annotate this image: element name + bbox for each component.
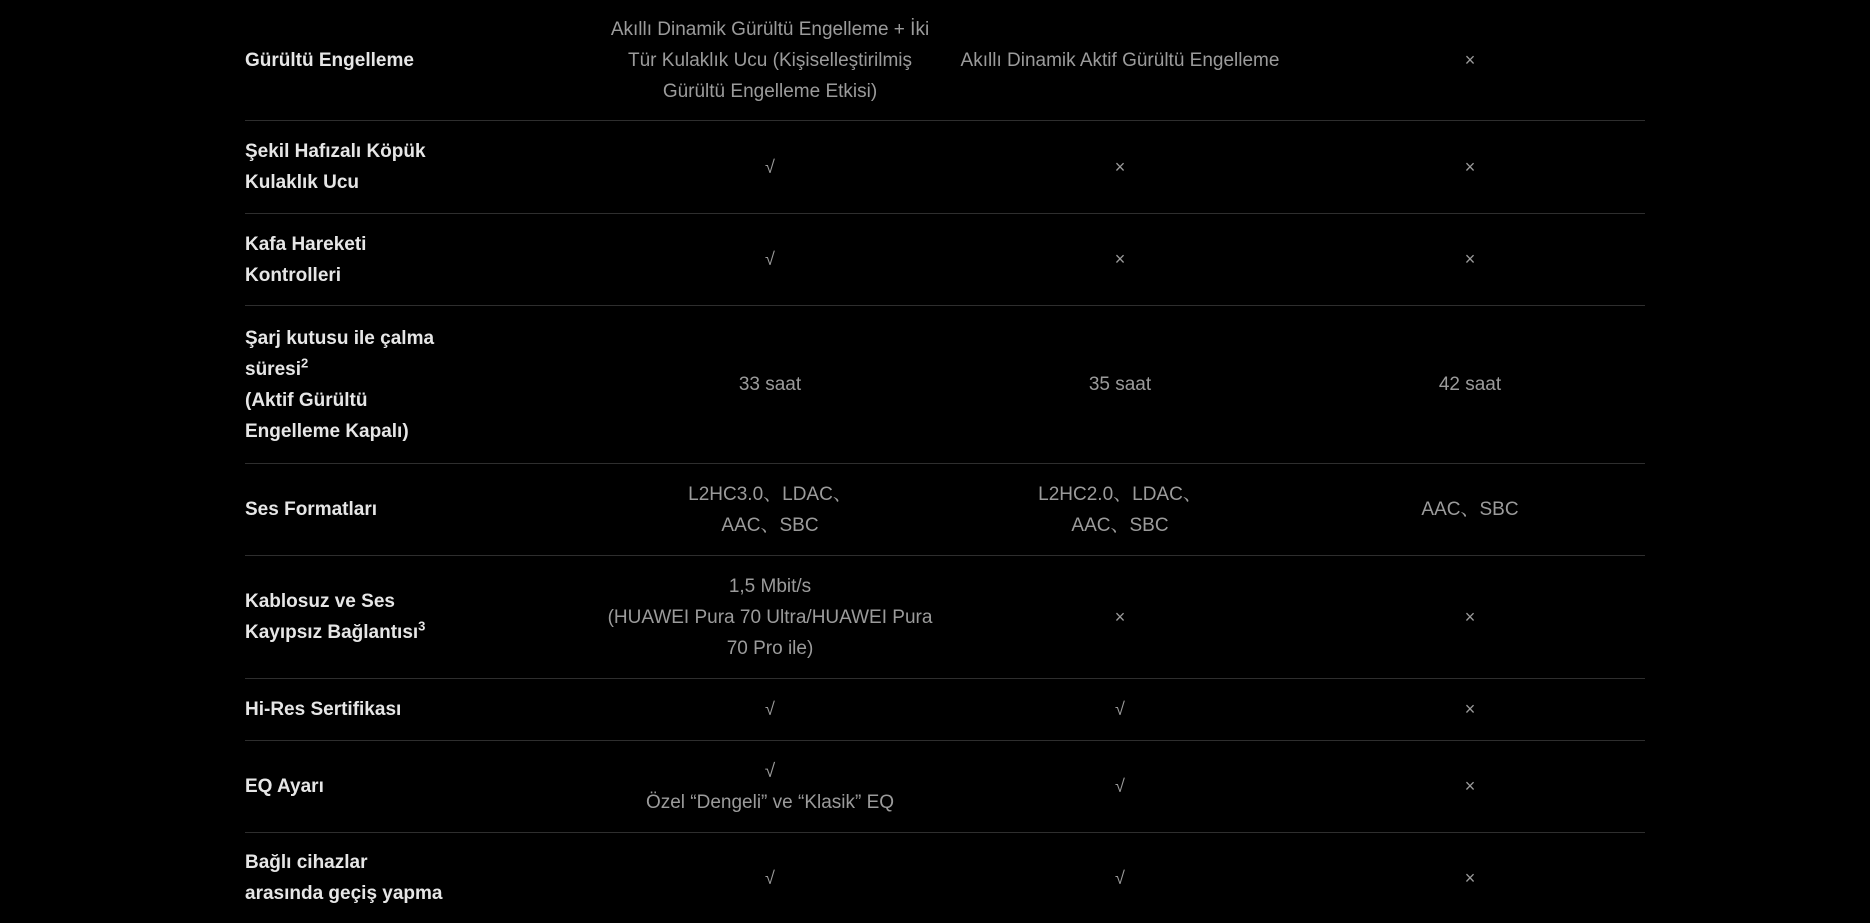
cell-model-3: ×: [1464, 156, 1476, 177]
table-row: [245, 556, 1645, 679]
cell-model-1: L2HC3.0、LDAC、AAC、SBC: [688, 483, 852, 536]
cell-model-1: √: [765, 699, 775, 719]
row-label: [245, 323, 595, 447]
cell-model-1: [595, 756, 945, 818]
table-row: [245, 464, 1645, 556]
row-label: EQ Ayarı: [245, 776, 324, 797]
cell-model-1: [595, 571, 945, 664]
comparison-table: [245, 0, 1645, 923]
row-label: Hi-Res Sertifikası: [245, 699, 402, 720]
cell-model-2: ×: [1114, 606, 1126, 627]
cell-model-1: √: [765, 156, 775, 177]
cell-model-3: ×: [1464, 699, 1476, 719]
cell-model-1: Akıllı Dinamik Gürültü Engelleme + İki Tür Kulaklık Ucu (Kişiselleştirilmiş Gürültü Engelleme Etkisi): [610, 18, 930, 102]
cell-model-3: ×: [1464, 867, 1476, 888]
row-label: Ses Formatları: [245, 499, 377, 520]
row-label: [245, 586, 595, 648]
table-row: [245, 306, 1645, 464]
cell-model-2: √: [1115, 699, 1125, 719]
cell-model-1: 33 saat: [738, 374, 802, 395]
cell-model-2: √: [1115, 867, 1125, 888]
cell-value: √: [764, 760, 776, 782]
table-row: [245, 0, 1645, 121]
cell-model-3: ×: [1464, 606, 1476, 627]
row-label-subtext: (Aktif Gürültü Engelleme Kapalı): [245, 389, 409, 442]
table-row: [245, 679, 1645, 741]
cell-model-3: ×: [1464, 49, 1476, 70]
cell-note: Özel “Dengeli” ve “Klasik” EQ: [645, 791, 895, 813]
row-label: Kafa Hareketi Kontrolleri: [245, 233, 367, 286]
cell-model-3: 42 saat: [1438, 374, 1502, 395]
cell-model-1: √: [765, 249, 775, 269]
row-label-text: Kablosuz ve Ses Kayıpsız Bağlantısı: [245, 591, 419, 643]
cell-note: (HUAWEI Pura 70 Ultra/HUAWEI Pura 70 Pro ile): [607, 606, 933, 659]
footnote-marker: 2: [300, 355, 309, 371]
cell-model-2: Akıllı Dinamik Aktif Gürültü Engelleme: [960, 49, 1280, 71]
cell-model-1: √: [765, 867, 775, 888]
table-row: [245, 214, 1645, 306]
cell-model-2: ×: [1114, 249, 1126, 269]
cell-model-3: AAC、SBC: [1421, 499, 1519, 520]
cell-value: 1,5 Mbit/s: [728, 575, 812, 597]
cell-model-2: 35 saat: [1088, 374, 1152, 395]
cell-model-2: L2HC2.0、LDAC、AAC、SBC: [1038, 483, 1202, 536]
row-label-text: Şarj kutusu ile çalma süresi: [245, 327, 435, 380]
row-label: Gürültü Engelleme: [245, 49, 414, 71]
cell-model-2: ×: [1114, 156, 1126, 177]
cell-model-3: ×: [1464, 776, 1476, 796]
row-label: Bağlı cihazlar arasında geçiş yapma: [245, 852, 443, 904]
cell-model-3: ×: [1464, 249, 1476, 269]
table-row: [245, 741, 1645, 833]
footnote-marker: 3: [418, 618, 426, 634]
row-label: Şekil Hafızalı Köpük Kulaklık Ucu: [245, 141, 426, 193]
cell-model-2: √: [1115, 776, 1125, 796]
table-row: [245, 121, 1645, 214]
table-row: [245, 833, 1645, 923]
